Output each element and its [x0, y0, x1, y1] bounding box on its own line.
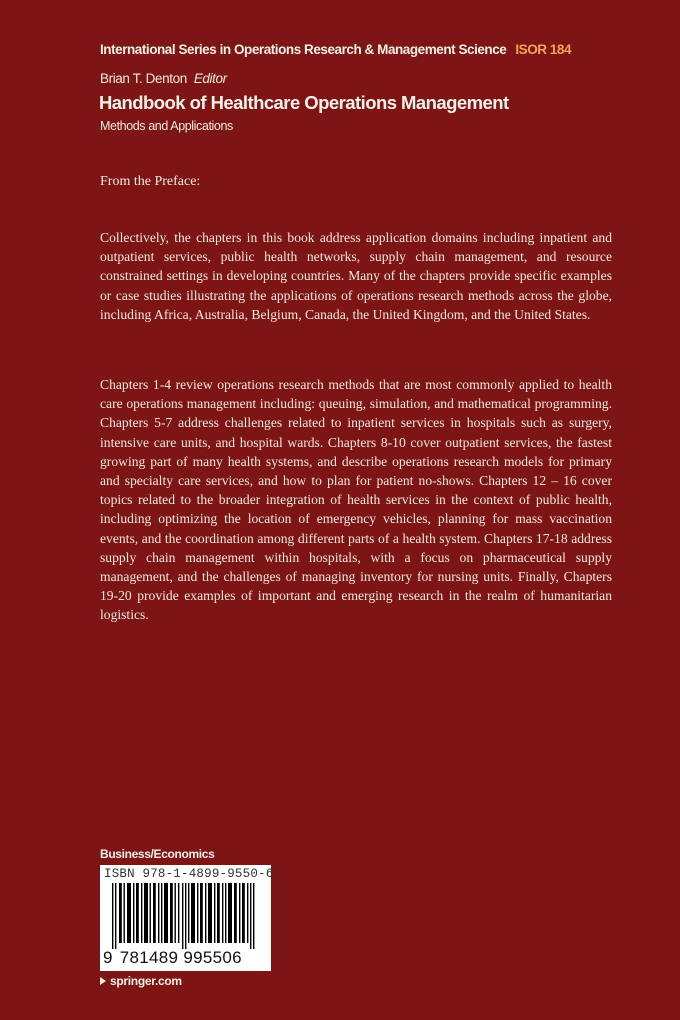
editor-line	[100, 71, 227, 86]
isbn-label: ISBN 978-1-4899-9550-6	[104, 867, 274, 881]
subject-category: Business/Economics	[100, 847, 215, 861]
barcode-icon	[112, 883, 258, 949]
book-subtitle: Methods and Applications	[100, 119, 233, 133]
preface-label: From the Preface:	[100, 174, 201, 189]
ean-number	[103, 948, 242, 968]
play-arrow-icon	[100, 977, 106, 985]
ean-main-digits: 781489 995506	[119, 948, 242, 967]
isbn-barcode	[100, 865, 274, 971]
preface-paragraph: Chapters 1-4 review operations research methods that are most commonly applied to health care operations management including: queuing, simulation, and mathematical programming. Chapters 5-7 address challenges related to inpatient services in hospitals such as surgery, intensive care units, and hospital wards. Chapters 8-10 cover outpatient services, the fastest growing part of many health systems, and describe operations research models for primary and specialty care services, and how to plan for patient no-shows. Chapters 12 – 16 cover topics related to the broader integration of health services in the context of public health, including optimizing the location of emergency vehicles, planning for mass vaccination events, and the coordination among different parts of a health system. Chapters 17-18 address supply chain management within hospitals, with a focus on pharmaceutical supply management, and the challenges of managing inventory for nursing units. Finally, Chapters 19-20 provide examples of important and emerging research in the realm of humanitarian logistics.	[100, 377, 612, 623]
series-code: ISOR 184	[515, 42, 572, 57]
editor-role: Editor	[193, 71, 227, 86]
ean-lead-digit: 9	[103, 948, 113, 967]
preface-paragraph: Collectively, the chapters in this book address application domains including inpatient and outpatient services, public health networks, supply chain management, and resource constrained settings in developing countries. Many of the chapters provide specific examples or case studies illustrating the applications of operations research methods across the globe, including Africa, Australia, Belgium, Canada, the United Kingdom, and the United States.	[100, 230, 612, 322]
publisher-link[interactable]	[100, 974, 182, 988]
series-line	[100, 42, 571, 57]
editor-name: Brian T. Denton	[100, 71, 187, 86]
book-title: Handbook of Healthcare Operations Management	[99, 92, 509, 113]
publisher-url: springer.com	[110, 974, 182, 988]
series-name: International Series in Operations Research & Management Science	[100, 42, 507, 57]
